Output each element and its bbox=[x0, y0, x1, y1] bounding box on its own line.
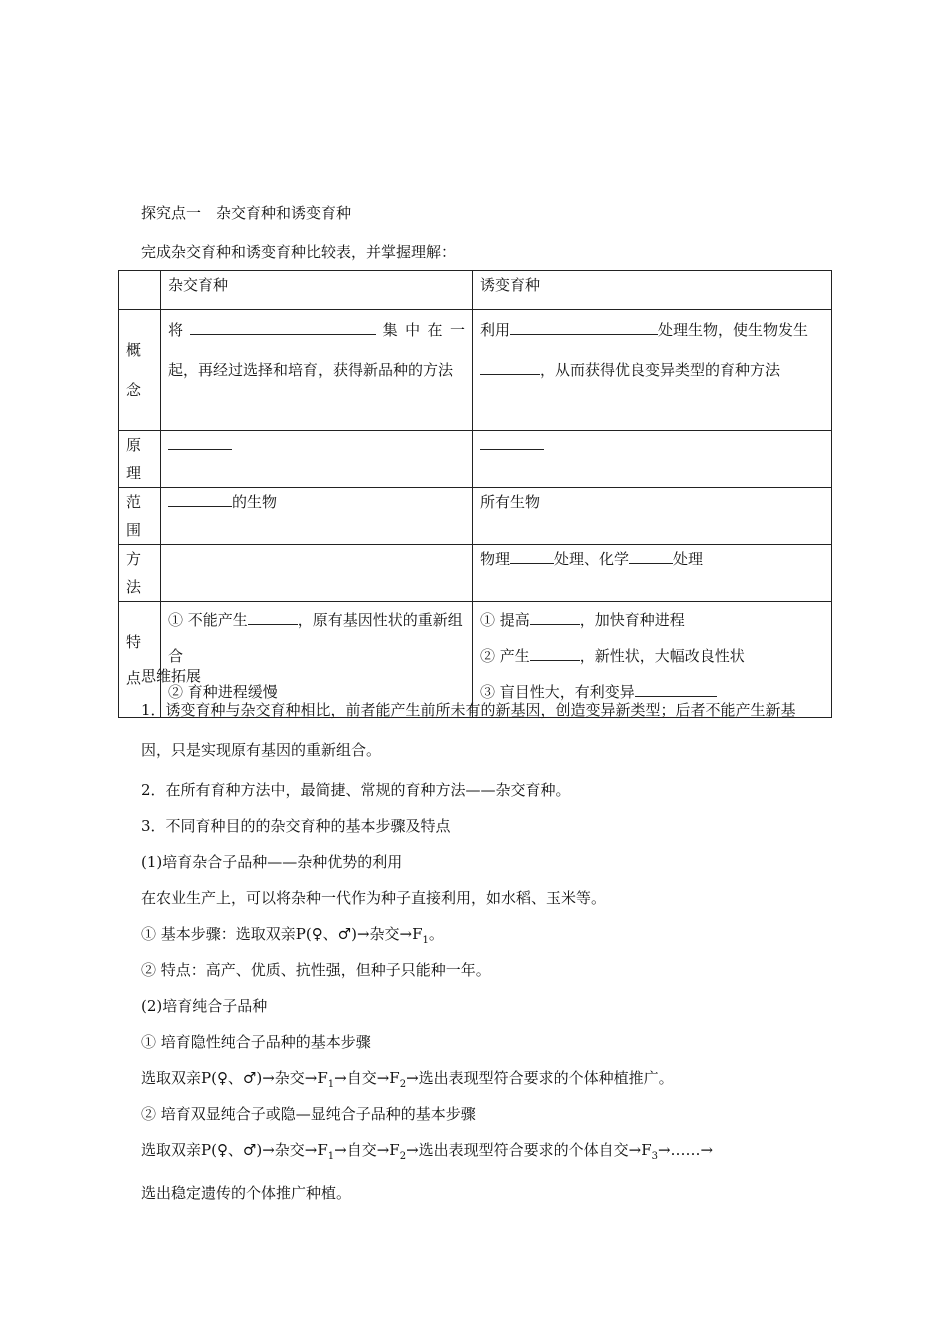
cell-mutation-scope: 所有生物 bbox=[473, 488, 832, 545]
blank-field[interactable] bbox=[248, 610, 298, 625]
table-header-row bbox=[119, 271, 832, 310]
blank-field[interactable] bbox=[530, 646, 580, 661]
extension-subheading-1: (1)培育杂合子品种——杂种优势的利用 bbox=[141, 853, 403, 871]
row-label-principle: 原理 bbox=[119, 431, 161, 488]
table-row-method bbox=[119, 545, 832, 602]
mutation-feature-2: ② 产生 ，新性状，大幅改良性状 bbox=[480, 647, 745, 665]
extension-subheading-2: (2)培育纯合子品种 bbox=[141, 997, 268, 1015]
extension-feature-text: ② 特点：高产、优质、抗性强，但种子只能种一年。 bbox=[141, 961, 491, 979]
table-row-principle bbox=[119, 431, 832, 488]
comparison-table bbox=[118, 270, 832, 718]
blank-field[interactable] bbox=[480, 435, 544, 450]
extension-paragraph-11: ② 培育双显纯合子或隐—显纯合子品种的基本步骤 bbox=[141, 1105, 476, 1123]
blank-field[interactable] bbox=[629, 549, 673, 564]
cell-hybrid-scope: 的生物 bbox=[161, 488, 473, 545]
header-hybrid: 杂交育种 bbox=[161, 271, 473, 310]
blank-field[interactable] bbox=[530, 610, 580, 625]
blank-field[interactable] bbox=[168, 435, 232, 450]
cell-mutation-concept: 利用 处理生物，使生物发生，从而获得优良变异类型的育种方法 bbox=[473, 310, 832, 431]
hybrid-feature-2: ② 育种进程缓慢 bbox=[168, 683, 278, 701]
row-label-features: 特点 bbox=[119, 602, 161, 718]
section-heading: 探究点一 杂交育种和诱变育种 bbox=[141, 204, 352, 222]
extension-paragraph-9: ① 培育隐性纯合子品种的基本步骤 bbox=[141, 1033, 371, 1051]
cell-hybrid-concept: 将 集 中 在 一起，再经过选择和培育，获得新品种的方法 bbox=[161, 310, 473, 431]
extension-paragraph-1: 1．诱变育种与杂交育种相比，前者能产生前所未有的新基因，创造变异新类型；后者不能产生新基因，只是实现原有基因的重新组合。 bbox=[141, 701, 796, 759]
cell-mutation-principle bbox=[473, 431, 832, 488]
hybrid-feature-1: ① 不能产生 ，原有基因性状的重新组合 bbox=[168, 611, 463, 665]
blank-field[interactable] bbox=[510, 549, 554, 564]
extension-step-basic: ① 基本步骤：选取双亲P(♀、♂)→杂交$\to F_1$。 bbox=[141, 925, 444, 946]
mutation-feature-3: ③ 盲目性大，有利变异 bbox=[480, 674, 824, 710]
blank-field[interactable] bbox=[510, 320, 658, 335]
blank-field[interactable] bbox=[480, 360, 540, 375]
blank-field[interactable] bbox=[168, 492, 232, 507]
extension-paragraph-3: 3．不同育种目的的杂交育种的基本步骤及特点 bbox=[141, 817, 451, 835]
corner-cell bbox=[119, 271, 161, 310]
row-label-scope: 范围 bbox=[119, 488, 161, 545]
extension-paragraph-13: 选出稳定遗传的个体推广种植。 bbox=[141, 1184, 352, 1202]
extension-paragraph-2: 2．在所有育种方法中，最简捷、常规的育种方法——杂交育种。 bbox=[141, 781, 571, 799]
row-label-concept: 概念 bbox=[119, 310, 161, 431]
extension-steps-recessive: 选取双亲P(♀、♂)→杂交$\to F_1\to$自交$\to F_2\to$选出表现型符合要求的个体种植推广。 bbox=[141, 1069, 674, 1090]
table-row-concept bbox=[119, 310, 832, 431]
instruction-text: 完成杂交育种和诱变育种比较表，并掌握理解： bbox=[141, 243, 457, 261]
cell-hybrid-principle bbox=[161, 431, 473, 488]
mutation-feature-1: ① 提高 ，加快育种进程 bbox=[480, 611, 685, 629]
extension-title: 思维拓展 bbox=[141, 667, 202, 685]
row-label-method: 方法 bbox=[119, 545, 161, 602]
extension-steps-dominant: 选取双亲P(♀、♂)→杂交$\to F_1\to$自交$\to F_2\to$选出表现型符合要求的个体自交$\to F_3\to\dots\dots\to$ bbox=[141, 1141, 714, 1162]
cell-hybrid-method bbox=[161, 545, 473, 602]
header-mutation: 诱变育种 bbox=[473, 271, 832, 310]
extension-paragraph-5: 在农业生产上，可以将杂种一代作为种子直接利用，如水稻、玉米等。 bbox=[141, 889, 607, 907]
table-row-scope bbox=[119, 488, 832, 545]
cell-mutation-method: 物理 处理、化学 处理 bbox=[473, 545, 832, 602]
blank-field[interactable] bbox=[190, 320, 376, 335]
